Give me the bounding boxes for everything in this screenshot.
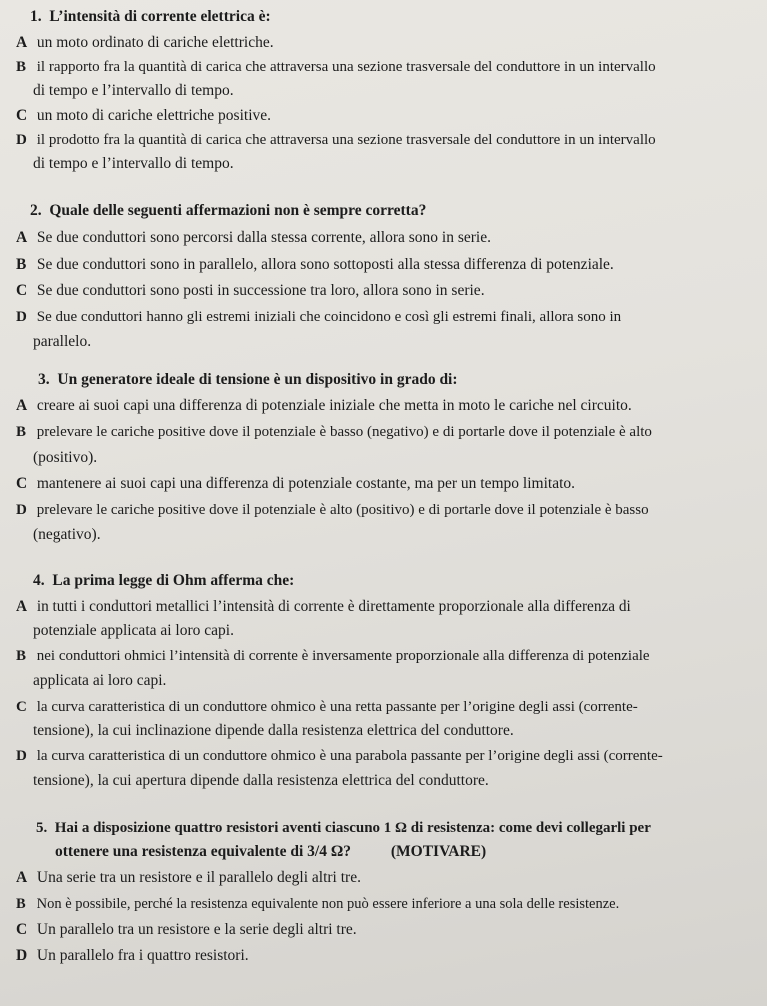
question-2-title: 2. Quale delle seguenti affermazioni non è sempre corretta? [30, 202, 427, 219]
q4-option-b: B nei conduttori ohmici l’intensità di corrente è inversamente proporzionale alla differenza di potenziale [16, 648, 650, 664]
motivare-tag: (MOTIVARE) [390, 843, 487, 860]
q4-option-d-line2: tensione), la cui apertura dipende dalla resistenza elettrica del conduttore. [33, 772, 489, 789]
emphasis-non: non [274, 202, 300, 219]
q4-option-c: C la curva caratteristica di un conduttore ohmico è una retta passante per l’origine degli assi (corrente- [16, 699, 638, 715]
question-5-title-line2: ottenere una resistenza equivalente di 3/4 Ω? (MOTIVARE) [55, 843, 487, 860]
q3-option-a: A creare ai suoi capi una differenza di potenziale iniziale che metta in moto le cariche nel circuito. [16, 397, 632, 414]
q3-option-d: D prelevare le cariche positive dove il potenziale è alto (positivo) e di portarle dove il potenziale è basso [16, 502, 649, 518]
question-4-title: 4. La prima legge di Ohm afferma che: [33, 572, 295, 589]
q4-option-a: A in tutti i conduttori metallici l’intensità di corrente è direttamente proporzionale alla differenza di [16, 598, 631, 615]
q1-option-d: D il prodotto fra la quantità di carica che attraversa una sezione trasversale del conduttore in un intervallo [16, 132, 656, 148]
q1-option-c: C un moto di cariche elettriche positive. [16, 107, 272, 124]
q4-option-a-line2: potenziale applicata ai loro capi. [33, 622, 234, 639]
q4-option-c-line2: tensione), la cui inclinazione dipende dalla resistenza elettrica del conduttore. [33, 722, 514, 739]
q2-option-b: B Se due conduttori sono in parallelo, allora sono sottoposti alla stessa differenza di potenziale. [16, 256, 614, 273]
q3-option-d-line2: (negativo). [33, 526, 101, 543]
question-1-title [30, 8, 271, 26]
q2-option-c: C Se due conduttori sono posti in successione tra loro, allora sono in serie. [16, 282, 485, 299]
q3-option-c: C mantenere ai suoi capi una differenza di potenziale costante, ma per un tempo limitato. [16, 475, 576, 492]
q1-option-a: A un moto ordinato di cariche elettriche. [16, 34, 274, 51]
q5-option-d: D Un parallelo fra i quattro resistori. [16, 947, 249, 964]
q4-option-b-line2: applicata ai loro capi. [33, 672, 167, 689]
q3-option-b-line2: (positivo). [33, 449, 98, 466]
question-text: L’intensità di corrente elettrica è: [49, 8, 271, 25]
question-5-title: 5. Hai a disposizione quattro resistori aventi ciascuno 1 Ω di resistenza: come devi collegarli per [36, 820, 651, 836]
q3-option-b: B prelevare le cariche positive dove il potenziale è basso (negativo) e di portarle dove il potenziale è alto [16, 424, 652, 440]
q2-option-d: D Se due conduttori hanno gli estremi iniziali che coincidono e così gli estremi finali, allora sono in [16, 309, 622, 325]
q4-option-d: D la curva caratteristica di un conduttore ohmico è una parabola passante per l’origine degli assi (corrente- [16, 748, 663, 764]
q1-option-b-line2: di tempo e l’intervallo di tempo. [33, 82, 234, 99]
q5-option-a: A Una serie tra un resistore e il parallelo degli altri tre. [16, 869, 361, 886]
q5-option-c: C Un parallelo tra un resistore e la serie degli altri tre. [16, 921, 357, 938]
question-3-title: 3. Un generatore ideale di tensione è un dispositivo in grado di: [38, 371, 458, 388]
q1-option-d-line2: di tempo e l’intervallo di tempo. [33, 155, 234, 172]
q5-option-b: B Non è possibile, perché la resistenza equivalente non può essere inferiore a una sola delle resistenze. [16, 896, 620, 912]
q2-option-d-line2: parallelo. [33, 333, 92, 350]
question-number: 1. [30, 8, 42, 25]
q1-option-b: B il rapporto fra la quantità di carica che attraversa una sezione trasversale del conduttore in un intervallo [16, 59, 656, 75]
q2-option-a: A Se due conduttori sono percorsi dalla stessa corrente, allora sono in serie. [16, 229, 491, 246]
